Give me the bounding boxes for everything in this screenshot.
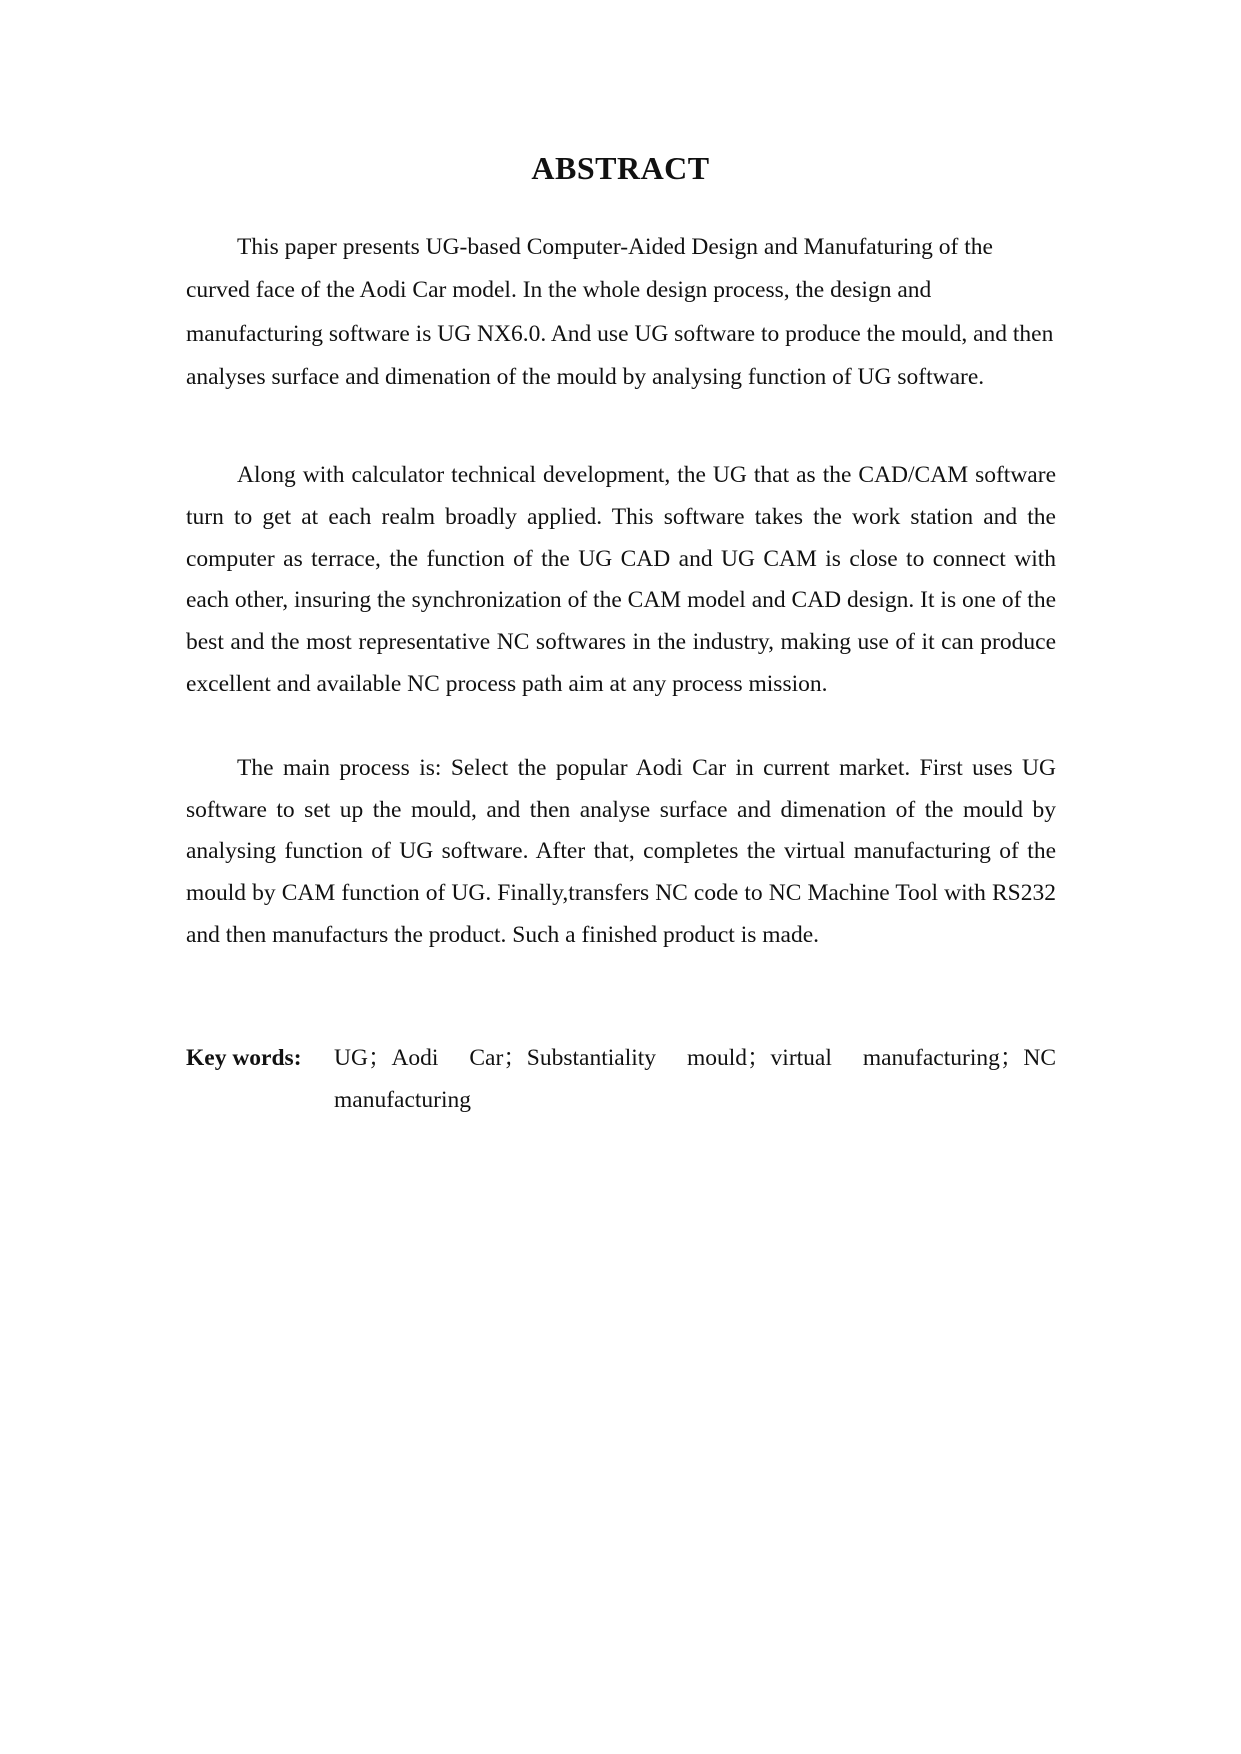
abstract-title: ABSTRACT	[531, 150, 710, 186]
abstract-paragraph-1: This paper presents UG-based Computer-Aided Design and Manufaturing of the curved face of the Aodi Car model. In the whole design process, the design and manufacturing software is UG NX6.0. And use UG software to produce the mould, and then analyses surface and dimenation of the mould by analysing function of UG software.	[186, 234, 1054, 390]
keywords-list: UG；Aodi Car；Substantiality mould；virtual manufacturing；NC manufacturing	[334, 1045, 1056, 1113]
keywords-label: Key words:	[186, 1045, 302, 1071]
abstract-paragraph-3: The main process is: Select the popular Aodi Car in current market. First uses UG software to set up the mould, and then analyse surface and dimenation of the mould by analysing function of UG software. After that, completes the virtual manufacturing of the mould by CAM function of UG. Finally,transfers NC code to NC Machine Tool with RS232 and then manufacturs the product. Such a finished product is made.	[186, 755, 1056, 948]
abstract-paragraph-2: Along with calculator technical development, the UG that as the CAD/CAM software turn to get at each realm broadly applied. This software takes the work station and the computer as terrace, the function of the UG CAD and UG CAM is close to connect with each other, insuring the synchronization of the CAM model and CAD design. It is one of the best and the most representative NC softwares in the industry, making use of it can produce excellent and available NC process path aim at any process mission.	[186, 462, 1056, 697]
